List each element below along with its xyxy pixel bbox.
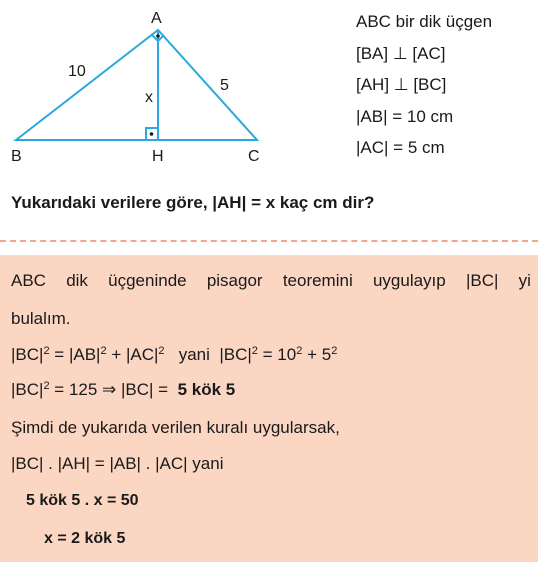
bc-result: 5 kök 5 <box>177 380 236 399</box>
solution-line-1 <box>11 271 531 291</box>
given-item: ABC bir dik üçgen <box>356 12 493 31</box>
altitude-x-label: x <box>145 89 153 106</box>
vertex-a-label: A <box>151 10 162 27</box>
solution-box <box>0 255 538 562</box>
solution-word: pisagor <box>206 271 263 290</box>
given-item: |AB| = 10 cm <box>356 106 454 126</box>
solution-line-3: $|BC|^2 = |AB|^2 + |AC|^2$ yani $|BC|^2 = 10^2 + 5^2$ <box>11 345 338 364</box>
solution-line-2: bulalım. <box>11 309 71 328</box>
side-ab-label: 10 <box>68 63 86 80</box>
given-item: |AC| = 5 cm <box>356 138 445 157</box>
solution-line-7: 5 kök 5 . x = 50 <box>26 492 139 509</box>
given-item: [BA] ⊥ [AC] <box>356 43 446 63</box>
vertex-c-label: C <box>248 148 260 165</box>
given-item: [AH] ⊥ [BC] <box>356 75 447 94</box>
solution-line-4: $|BC|^2 = 125$ ⇒ |BC| = 5 kök 5 <box>11 380 236 399</box>
solution-word: teoremini <box>282 271 353 290</box>
right-angle-dot-h <box>150 132 154 136</box>
right-angle-dot-a <box>156 34 160 38</box>
solution-word: üçgeninde <box>108 271 187 290</box>
solution-word: ABC <box>11 271 46 290</box>
vertex-b-label: B <box>11 148 22 165</box>
final-answer: x = 2 kök 5 <box>44 530 126 547</box>
solution-word: |BC| <box>465 271 499 290</box>
given-list <box>356 6 492 164</box>
solution-word: uygulayıp <box>372 271 446 290</box>
question-text: Yukarıdaki verilere göre, |AH| = x kaç cm dir? <box>11 193 375 212</box>
solution-line-6: |BC| . |AH| = |AB| . |AC| yani <box>11 454 224 473</box>
section-divider <box>0 240 538 242</box>
side-ac-label: 5 <box>220 77 229 94</box>
solution-word: dik <box>66 271 88 290</box>
triangle-figure <box>0 0 350 170</box>
solution-line-5: Şimdi de yukarıda verilen kuralı uygularsak, <box>11 418 340 437</box>
solution-word: yi <box>518 271 531 290</box>
foot-h-label: H <box>152 148 164 165</box>
